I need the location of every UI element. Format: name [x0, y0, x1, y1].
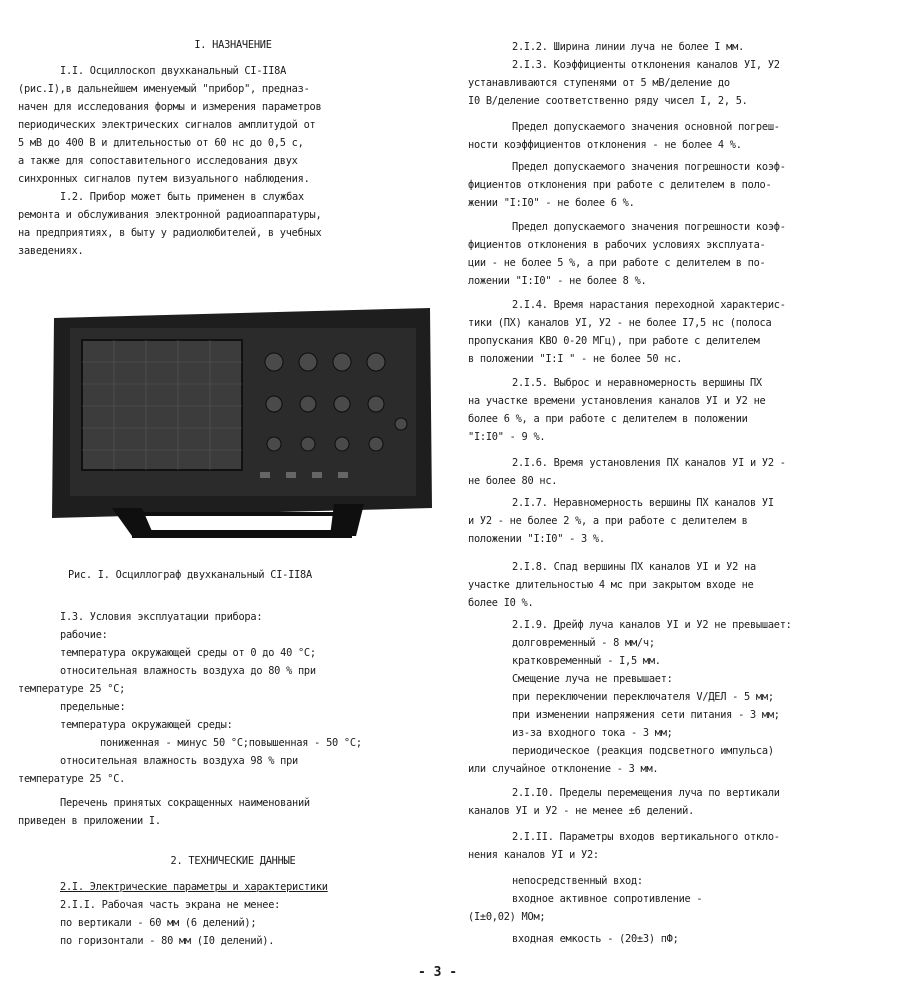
text-line: I.2. Прибор может быть применен в службах — [60, 191, 304, 203]
text-line: температура окружающей среды от 0 до 40 °C; — [60, 647, 316, 659]
text-line: нения каналов УI и У2: — [468, 849, 599, 861]
text-line: устанавливаются ступенями от 5 мВ/деление до — [468, 77, 730, 89]
text-line: температура окружающей среды: — [60, 719, 233, 731]
text-line: на предприятиях, в быту у радиолюбителей, в учебных — [18, 227, 322, 239]
text-line: кратковременный - I,5 мм. — [512, 655, 661, 667]
section-heading-technical-data: 2. ТЕХНИЧЕСКИЕ ДАННЫЕ — [170, 855, 296, 867]
text-line: тики (ПХ) каналов УI, У2 - не более I7,5 нс (полоса — [468, 317, 772, 329]
text-line: фициентов отклонения в рабочих условиях эксплуата- — [468, 239, 766, 251]
text-line: 2.I.3. Коэффициенты отклонения каналов УI, У2 — [512, 59, 780, 71]
text-line: 5 мВ до 400 В и длительностью от 60 нс до 0,5 с, — [18, 137, 304, 149]
text-line: 2.I.6. Время установления ПХ каналов УI и У2 - — [512, 457, 786, 469]
text-line: 2.I.7. Неравномерность вершины ПХ каналов УI — [512, 497, 774, 509]
text-line: I.3. Условия эксплуатации прибора: — [60, 611, 263, 623]
text-line: Предел допускаемого значения основной погреш- — [512, 121, 780, 133]
text-line: периодических электрических сигналов амплитудой от — [18, 119, 316, 131]
text-line: 2.I.I. Рабочая часть экрана не менее: — [60, 899, 281, 911]
text-line: из-за входного тока - 3 мм; — [512, 727, 673, 739]
text-line: 2.I.I0. Пределы перемещения луча по вертикали — [512, 787, 780, 799]
text-line: температуре 25 °C. — [18, 773, 126, 785]
section-heading-purpose: I. НАЗНАЧЕНИЕ — [194, 39, 272, 51]
text-line: фициентов отклонения при работе с делителем в поло- — [468, 179, 772, 191]
text-line: непосредственный вход: — [512, 875, 643, 887]
text-line: не более 80 нс. — [468, 475, 558, 487]
text-line: относительная влажность воздуха до 80 % при — [60, 665, 316, 677]
text-line: на участке времени установления каналов УI и У2 не — [468, 395, 766, 407]
text-line: входная емкость - (20±3) пФ; — [512, 933, 679, 945]
text-line: пропускания КВО 0-20 МГц), при работе с делителем — [468, 335, 760, 347]
text-line: и У2 - не более 2 %, а при работе с делителем в — [468, 515, 748, 527]
text-line: жении "I:I0" - не более 6 %. — [468, 197, 635, 209]
text-line: 2.I.4. Время нарастания переходной характерис- — [512, 299, 786, 311]
text-line: более I0 %. — [468, 597, 534, 609]
text-line: по горизонтали - 80 мм (I0 делений). — [60, 935, 275, 947]
text-line: долговременный - 8 мм/ч; — [512, 637, 655, 649]
text-line: 2.I.9. Дрейф луча каналов УI и У2 не превышает: — [512, 619, 792, 631]
text-line: "I:I0" - 9 %. — [468, 431, 546, 443]
text-line: или случайное отклонение - 3 мм. — [468, 763, 659, 775]
text-line: пониженная - минус 50 °C;повышенная - 50 °C; — [100, 737, 362, 749]
text-line: (I±0,02) МОм; — [468, 911, 546, 923]
text-line: более 6 %, а при работе с делителем в положении — [468, 413, 748, 425]
text-line: Предел допускаемого значения погрешности коэф- — [512, 161, 786, 173]
text-line: каналов УI и У2 - не менее ±6 делений. — [468, 805, 695, 817]
text-line: заведениях. — [18, 245, 84, 257]
text-line: (рис.I),в дальнейшем именуемый "прибор", предназ- — [18, 83, 310, 95]
text-line: I0 В/деление соответственно ряду чисел I, 2, 5. — [468, 95, 748, 107]
text-line: ложении "I:I0" - не более 8 %. — [468, 275, 647, 287]
oscilloscope-photo — [46, 304, 434, 542]
text-line: I.I. Осциллоскоп двухканальный CI-II8A — [60, 65, 287, 77]
text-line: по вертикали - 60 мм (6 делений); — [60, 917, 257, 929]
text-line: 2.I.2. Ширина линии луча не более I мм. — [512, 41, 745, 53]
text-line: Перечень принятых сокращенных наименований — [60, 797, 310, 809]
text-line: при изменении напряжения сети питания - 3 мм; — [512, 709, 780, 721]
text-line: входное активное сопротивление - — [512, 893, 703, 905]
text-line: ремонта и обслуживания электронной радиоаппаратуры, — [18, 209, 322, 221]
text-line: ности коэффициентов отклонения - не более 4 %. — [468, 139, 742, 151]
text-line: предельные: — [60, 701, 126, 713]
text-line: начен для исследования формы и измерения параметров — [18, 101, 322, 113]
text-line: а также для сопоставительного исследования двух — [18, 155, 298, 167]
text-line: рабочие: — [60, 629, 108, 641]
page-number: - 3 - — [418, 965, 458, 980]
text-line: положении "I:I0" - 3 %. — [468, 533, 605, 545]
text-line: периодическое (реакция подсветного импульса) — [512, 745, 774, 757]
text-line: 2.I.8. Спад вершины ПХ каналов УI и У2 на — [512, 561, 756, 573]
text-line: Смещение луча не превышает: — [512, 673, 673, 685]
text-line: Предел допускаемого значения погрешности коэф- — [512, 221, 786, 233]
text-line: приведен в приложении I. — [18, 815, 161, 827]
text-line: участке длительностью 4 мс при закрытом входе не — [468, 579, 754, 591]
figure-caption: Рис. I. Осциллограф двухканальный CI-II8A — [68, 569, 312, 581]
text-line: ции - не более 5 %, а при работе с делителем в по- — [468, 257, 766, 269]
text-line: температуре 25 °C; — [18, 683, 126, 695]
text-line: синхронных сигналов путем визуального наблюдения. — [18, 173, 310, 185]
text-line: 2.I.II. Параметры входов вертикального откло- — [512, 831, 780, 843]
text-line: относительная влажность воздуха 98 % при — [60, 755, 298, 767]
subsection-heading: 2.I. Электрические параметры и характеристики — [60, 881, 328, 893]
text-line: 2.I.5. Выброс и неравномерность вершины ПХ — [512, 377, 762, 389]
text-line: при переключении переключателя V/ДЕЛ - 5 мм; — [512, 691, 774, 703]
text-line: в положении "I:I " - не более 50 нс. — [468, 353, 683, 365]
